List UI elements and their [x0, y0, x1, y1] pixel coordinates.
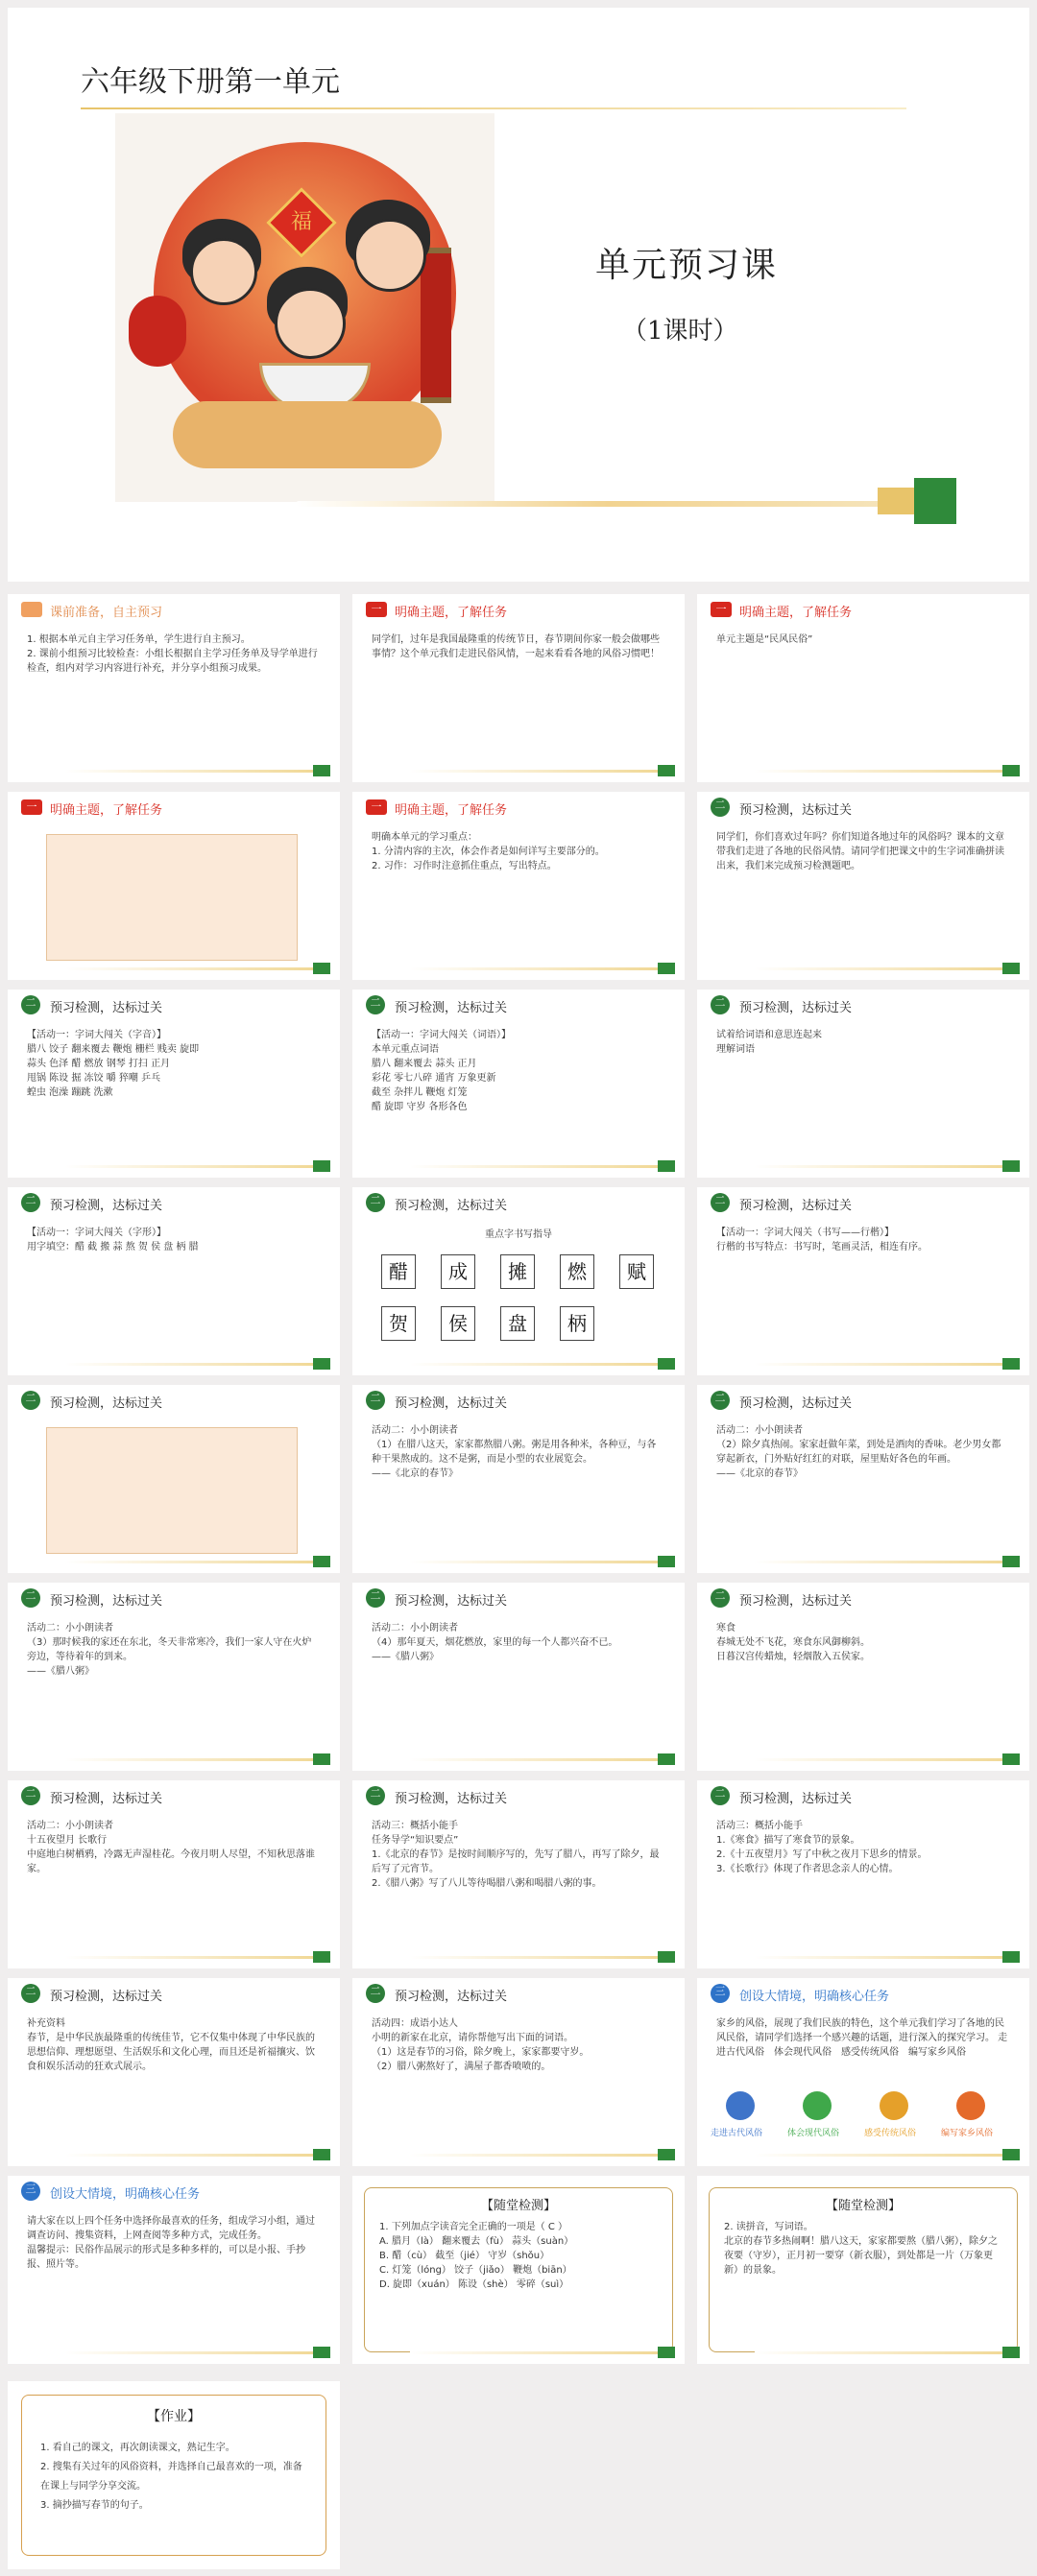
- slide-title: 【随堂检测】: [480, 2199, 556, 2213]
- slide-title: 预习检测，达标过关: [50, 1792, 163, 1806]
- section-badge: [21, 602, 42, 617]
- cover-title: 单元预习课: [595, 246, 779, 285]
- slide-footer-line: [755, 1363, 1018, 1366]
- section-badge: 二: [711, 1588, 730, 1608]
- slide-title: 明确主题，了解任务: [395, 606, 508, 620]
- slide-footer-square: [313, 1556, 330, 1567]
- slide-footer-square: [313, 1753, 330, 1765]
- slide-title: 明确主题，了解任务: [739, 606, 853, 620]
- slide-footer-line: [755, 1758, 1018, 1761]
- section-badge: 二: [711, 1786, 730, 1805]
- slide-thumbnail[interactable]: [697, 1187, 1029, 1375]
- slide-title: 预习检测，达标过关: [739, 1792, 853, 1806]
- slide-body: 明确本单元的学习重点： 1. 分清内容的主次，体会作者是如何详写主要部分的。 2. 习作：习作时注意抓住重点，写出特点。: [372, 832, 605, 871]
- section-badge: 二: [366, 1984, 385, 2003]
- slide-body: 活动三：概括小能手 1.《寒食》描写了寒食节的景象。 2.《十五夜望月》写了中秋之夜月下思乡的情景。 3.《长歌行》体现了作者思念亲人的心情。: [716, 1821, 928, 1874]
- slide-footer-line: [755, 1956, 1018, 1959]
- section-badge: 二: [711, 1391, 730, 1410]
- boy-face: [353, 219, 426, 292]
- slide-body: 活动二：小小朗读者 （1）在腊八这天，家家都熬腊八粥。粥是用各种米，各种豆，与各种干果熬成的。这不是粥，而是小型的农业展览会。 ——《北京的春节》: [372, 1425, 657, 1479]
- slide-footer-line: [410, 1758, 673, 1761]
- girl-face: [190, 238, 257, 305]
- slide-thumbnail[interactable]: [352, 1385, 685, 1573]
- section-badge: 二: [366, 1588, 385, 1608]
- task-label: 感受传统风俗: [864, 2129, 917, 2138]
- slide-thumbnail[interactable]: [352, 594, 685, 782]
- scroll-icon: [421, 248, 451, 403]
- slide-body: 同学们，过年是我国最隆重的传统节日，春节期间你家一般会做哪些事情？这个单元我们走进民俗风情，一起来看看各地的风俗习惯吧！: [372, 634, 660, 659]
- slide-footer-line: [410, 2351, 673, 2354]
- slide-title: 明确主题，了解任务: [395, 803, 508, 818]
- slide-body: 活动二：小小朗读者 （4）那年夏天，烟花燃放，家里的每一个人都兴奋不已。 ——《腊八粥》: [372, 1623, 618, 1662]
- slide-body: 【活动一：字词大闯关（书写——行楷）】 行楷的书写特点：书写时，笔画灵活，相连有序。: [716, 1228, 928, 1252]
- cover-illustration: [115, 113, 494, 502]
- slide-footer-line: [65, 770, 328, 773]
- task-label: 编写家乡风俗: [941, 2129, 994, 2138]
- slide-footer-square: [313, 2149, 330, 2160]
- section-badge: 二: [711, 995, 730, 1014]
- cover-bottom-bar: [296, 501, 920, 507]
- slide-footer-line: [410, 1363, 673, 1366]
- slide-thumbnail[interactable]: [8, 1583, 340, 1771]
- slide-footer-square: [658, 1358, 675, 1370]
- slide-body: 家乡的风俗，展现了我们民族的特色，这个单元我们学习了各地的民风民俗，请同学们选择一个感兴趣的话题，进行深入的探究学习。 走进古代风俗 体会现代风俗 感受传统风俗 编写家乡风俗: [716, 2018, 1008, 2058]
- slide-footer-square: [1002, 963, 1020, 974]
- section-badge: 二: [21, 995, 40, 1014]
- slide-thumbnail[interactable]: [697, 2176, 1029, 2364]
- slide-footer-line: [65, 967, 328, 970]
- slide-footer-line: [755, 770, 1018, 773]
- slide-thumbnail[interactable]: [697, 594, 1029, 782]
- slide-body: 1. 根据本单元自主学习任务单，学生进行自主预习。 2. 课前小组预习比较检查：小组长根据自主学习任务单及导学单进行检查，组内对学习内容进行补充，并分享小组预习成果。: [27, 634, 318, 674]
- task-label: 体会现代风俗: [787, 2129, 840, 2138]
- slide-title: 预习检测，达标过关: [395, 1001, 508, 1015]
- section-badge: 二: [21, 1786, 40, 1805]
- section-badge: 一: [366, 799, 387, 815]
- task-icon: [956, 2091, 985, 2120]
- slide-footer-square: [1002, 1951, 1020, 1963]
- slide-body: 活动二：小小朗读者 （3）那时候我的家还在东北，冬天非常寒冷，我们一家人守在火炉旁边，等待着年的到来。 ——《腊八粥》: [27, 1623, 312, 1677]
- character-tile: 赋: [619, 1254, 654, 1289]
- slide-footer-line: [755, 1165, 1018, 1168]
- task-icon: [880, 2091, 908, 2120]
- homework-slide: [8, 2381, 340, 2569]
- slide-body: 请大家在以上四个任务中选择你最喜欢的任务，组成学习小组，通过调查访问、搜集资料，上网查阅等多种方式，完成任务。 温馨提示：民俗作品展示的形式是多种多样的，可以是小报、手抄报、照片等。: [27, 2216, 315, 2270]
- slide-footer-line: [65, 2351, 328, 2354]
- slide-footer-square: [1002, 1160, 1020, 1172]
- slide-body: 活动二：小小朗读者 （2）除夕真热闹。家家赶做年菜，到处是酒肉的香味。老少男女都穿起新衣，门外贴好红红的对联，屋里贴好各色的年画。 ——《北京的春节》: [716, 1425, 1001, 1479]
- slide-body: 活动二：小小朗读者 十五夜望月 长歌行 中庭地白树栖鸦，冷露无声湿桂花。今夜月明人尽望，不知秋思落谁家。: [27, 1821, 315, 1874]
- slide-body: 活动三：概括小能手 任务导学“知识要点” 1.《北京的春节》是按时间顺序写的，先写了腊八，再写了除夕，最后写了元宵节。 2.《腊八粥》写了八儿等待喝腊八粥和喝腊八粥的事。: [372, 1821, 660, 1889]
- slide-title: 预习检测，达标过关: [50, 1001, 163, 1015]
- slide-illustration: [46, 1427, 298, 1554]
- character-tile: 盘: [500, 1306, 535, 1341]
- slide-title: 预习检测，达标过关: [50, 1396, 163, 1411]
- green-square-decoration: [914, 478, 956, 524]
- slide-footer-square: [1002, 1556, 1020, 1567]
- slide-thumbnail[interactable]: [352, 2176, 685, 2364]
- slide-thumbnail[interactable]: [8, 990, 340, 1178]
- section-badge: 二: [711, 1193, 730, 1212]
- character-tile: 贺: [381, 1306, 416, 1341]
- slide-thumbnail[interactable]: [697, 1385, 1029, 1573]
- slide-footer-line: [65, 1165, 328, 1168]
- slide-footer-square: [313, 1160, 330, 1172]
- section-badge: 三: [21, 2182, 40, 2201]
- homework-item: 3. 摘抄描写春节的句子。: [40, 2500, 149, 2511]
- slide-footer-square: [658, 1556, 675, 1567]
- slide-body: 试着给词语和意思连起来 理解词语: [716, 1030, 822, 1055]
- task-label: 走进古代风俗: [711, 2129, 763, 2138]
- slide-thumbnail[interactable]: [8, 1187, 340, 1375]
- slide-footer-line: [755, 2154, 1018, 2157]
- cloud-decoration: [173, 401, 442, 468]
- slide-title: 预习检测，达标过关: [395, 1396, 508, 1411]
- slide-title: 预习检测，达标过关: [395, 1792, 508, 1806]
- slide-thumbnail[interactable]: [697, 792, 1029, 980]
- section-badge: 二: [21, 1588, 40, 1608]
- slide-body: 活动四：成语小达人 小明的新家在北京，请你帮他写出下面的词语。 （1）这是春节的习俗，除夕晚上，家家都要守岁。 （2）腊八粥熬好了，满屋子都香喷喷的。: [372, 2018, 590, 2072]
- slide-footer-square: [658, 1753, 675, 1765]
- slide-body: 单元主题是“民风民俗”: [716, 634, 813, 645]
- lantern-icon: [129, 296, 186, 367]
- slide-thumbnail[interactable]: [697, 1780, 1029, 1968]
- slide-caption: 重点字书写指导: [485, 1229, 552, 1240]
- slide-footer-line: [65, 1956, 328, 1959]
- slide-body: 同学们，你们喜欢过年吗？你们知道各地过年的风俗吗？课本的文章带我们走进了各地的民俗风情。请同学们把课文中的生字词准确拼读出来，我们来完成预习检测题吧。: [716, 832, 1004, 871]
- slide-footer-line: [755, 967, 1018, 970]
- slide-footer-square: [658, 1160, 675, 1172]
- slide-thumbnail[interactable]: [8, 792, 340, 980]
- cover-subtitle: （1课时）: [622, 317, 738, 346]
- slide-footer-square: [313, 963, 330, 974]
- slide-title: 课前准备，自主预习: [50, 606, 163, 620]
- slide-thumbnail[interactable]: [697, 990, 1029, 1178]
- slide-title: 【随堂检测】: [825, 2199, 901, 2213]
- slide-footer-square: [658, 2347, 675, 2358]
- slide-footer-line: [65, 1561, 328, 1563]
- slide-footer-line: [410, 2154, 673, 2157]
- slide-footer-square: [1002, 2347, 1020, 2358]
- slide-footer-line: [410, 770, 673, 773]
- section-badge: 二: [21, 1391, 40, 1410]
- slide-thumbnail[interactable]: [352, 990, 685, 1178]
- character-tile: 燃: [560, 1254, 594, 1289]
- slide-title: 预习检测，达标过关: [50, 1199, 163, 1213]
- slide-title: 创设大情境，明确核心任务: [739, 1990, 890, 2004]
- slide-title: 预习检测，达标过关: [395, 1990, 508, 2004]
- slide-thumbnail[interactable]: [697, 1978, 1029, 2166]
- section-badge: 二: [21, 1984, 40, 2003]
- character-tile: 成: [441, 1254, 475, 1289]
- slide-title: 预习检测，达标过关: [739, 1594, 853, 1609]
- slide-footer-line: [410, 967, 673, 970]
- slide-thumbnail[interactable]: [8, 594, 340, 782]
- slide-footer-square: [313, 1951, 330, 1963]
- slide-footer-square: [658, 1951, 675, 1963]
- child-face: [275, 288, 346, 359]
- slide-footer-line: [65, 1758, 328, 1761]
- slide-body: 【活动一：字词大闯关（词语）】 本单元重点词语 腊八 翻来覆去 蒜头 正月 彩花 零七八碎 通宵 万象更新 截至 杂拌儿 鞭炮 灯笼 醋 旋即 守岁 各形各色: [372, 1030, 511, 1112]
- slide-footer-square: [658, 2149, 675, 2160]
- character-tile: 摊: [500, 1254, 535, 1289]
- slide-title: 预习检测，达标过关: [739, 1396, 853, 1411]
- section-badge: 二: [366, 1391, 385, 1410]
- slide-footer-square: [658, 963, 675, 974]
- character-tile: 侯: [441, 1306, 475, 1341]
- slide-footer-square: [313, 1358, 330, 1370]
- slide-title: 预习检测，达标过关: [395, 1594, 508, 1609]
- slide-thumbnail[interactable]: [352, 1978, 685, 2166]
- slide-footer-line: [410, 1165, 673, 1168]
- slide-title: 预习检测，达标过关: [50, 1594, 163, 1609]
- slide-title: 预习检测，达标过关: [739, 1001, 853, 1015]
- slide-title: 预习检测，达标过关: [395, 1199, 508, 1213]
- homework-item: 1. 看自己的课文，再次朗读课文，熟记生字。: [40, 2443, 235, 2453]
- slide-footer-line: [410, 1956, 673, 1959]
- section-badge: 二: [366, 1786, 385, 1805]
- slide-thumbnail[interactable]: [352, 792, 685, 980]
- slide-title: 明确主题，了解任务: [50, 803, 163, 818]
- slide-thumbnail[interactable]: [8, 2176, 340, 2364]
- character-tile: 醋: [381, 1254, 416, 1289]
- homework-title: 【作业】: [147, 2409, 201, 2424]
- task-icon: [726, 2091, 755, 2120]
- slide-title: 创设大情境，明确核心任务: [50, 2187, 201, 2202]
- slide-footer-square: [658, 765, 675, 776]
- slide-body: 2. 读拼音，写词语。 北京的春节多热闹啊！腊八这天，家家都要熬（腊八粥），除夕之夜要（守岁），正月初一要穿（新衣服），到处都是一片（万象更新）的景象。: [724, 2222, 998, 2276]
- slide-footer-square: [1002, 765, 1020, 776]
- task-icon: [803, 2091, 832, 2120]
- slide-footer-line: [755, 1561, 1018, 1563]
- slide-thumbnail[interactable]: [8, 1780, 340, 1968]
- slide-body: 1. 下列加点字读音完全正确的一项是（ C ） A. 腊月（là） 翻来覆去（fù） 蒜头（suàn） B. 醋（cù） 截至（jié） 守岁（shǒu） C. 灯笼（lóng） 饺子（jiǎo） 鞭炮（biān） D. 旋即（xuán） 陈设（shè） 零碎（suì）: [379, 2222, 574, 2290]
- slide-thumbnail[interactable]: [8, 1385, 340, 1573]
- cover-slide: [8, 8, 1029, 582]
- slide-footer-square: [313, 765, 330, 776]
- slide-body: 【活动一：字词大闯关（字形）】 用字填空：醋 截 搬 蒜 熬 贺 侯 盘 柄 腊: [27, 1228, 199, 1252]
- slide-footer-square: [1002, 1358, 1020, 1370]
- slide-footer-line: [65, 2154, 328, 2157]
- slide-body: 【活动一：字词大闯关（字音）】 腊八 饺子 翻来覆去 鞭炮 栅栏 贱卖 旋即 蒜头 色泽 醋 燃放 钢琴 打扫 正月 甩锅 陈设 掘 冻饺 嚼 猝嘲 乒乓 蝗虫 泡澡 蹦跳 洗漱: [27, 1030, 200, 1098]
- slide-footer-line: [65, 1363, 328, 1366]
- character-tile: 柄: [560, 1306, 594, 1341]
- section-badge: 三: [711, 1984, 730, 2003]
- homework-list: [40, 2439, 311, 2516]
- section-badge: 一: [366, 602, 387, 617]
- slide-thumbnail[interactable]: [352, 1583, 685, 1771]
- fu-char: 福: [290, 210, 312, 234]
- slide-footer-line: [410, 1561, 673, 1563]
- homework-item: 2. 搜集有关过年的风俗资料，并选择自己最喜欢的一项，准备在课上与同学分享交流。: [40, 2462, 302, 2492]
- slide-footer-square: [313, 2347, 330, 2358]
- slide-thumbnail[interactable]: [352, 1187, 685, 1375]
- slide-title: 预习检测，达标过关: [739, 1199, 853, 1213]
- slide-thumbnail[interactable]: [697, 1583, 1029, 1771]
- slide-thumbnail[interactable]: [352, 1780, 685, 1968]
- slide-body: 寒食 春城无处不飞花，寒食东风御柳斜。 日暮汉宫传蜡烛，轻烟散入五侯家。: [716, 1623, 870, 1662]
- slide-title: 预习检测，达标过关: [739, 803, 853, 818]
- section-badge: 二: [366, 995, 385, 1014]
- slide-footer-square: [1002, 1753, 1020, 1765]
- cover-header: 六年级下册第一单元: [81, 65, 340, 99]
- section-badge: 二: [21, 1193, 40, 1212]
- slide-footer-square: [1002, 2149, 1020, 2160]
- slide-body: 补充资料 春节，是中华民族最隆重的传统佳节，它不仅集中体现了中华民族的思想信仰、理想愿望、生活娱乐和文化心理，而且还是祈福攘灾、饮食和娱乐活动的狂欢式展示。: [27, 2018, 315, 2072]
- section-badge: 一: [711, 602, 732, 617]
- slide-footer-line: [755, 2351, 1018, 2354]
- header-divider: [81, 107, 906, 109]
- section-badge: 二: [366, 1193, 385, 1212]
- slide-title: 预习检测，达标过关: [50, 1990, 163, 2004]
- section-badge: 一: [21, 799, 42, 815]
- section-badge: 二: [711, 798, 730, 817]
- slide-thumbnail[interactable]: [8, 1978, 340, 2166]
- slide-illustration: [46, 834, 298, 961]
